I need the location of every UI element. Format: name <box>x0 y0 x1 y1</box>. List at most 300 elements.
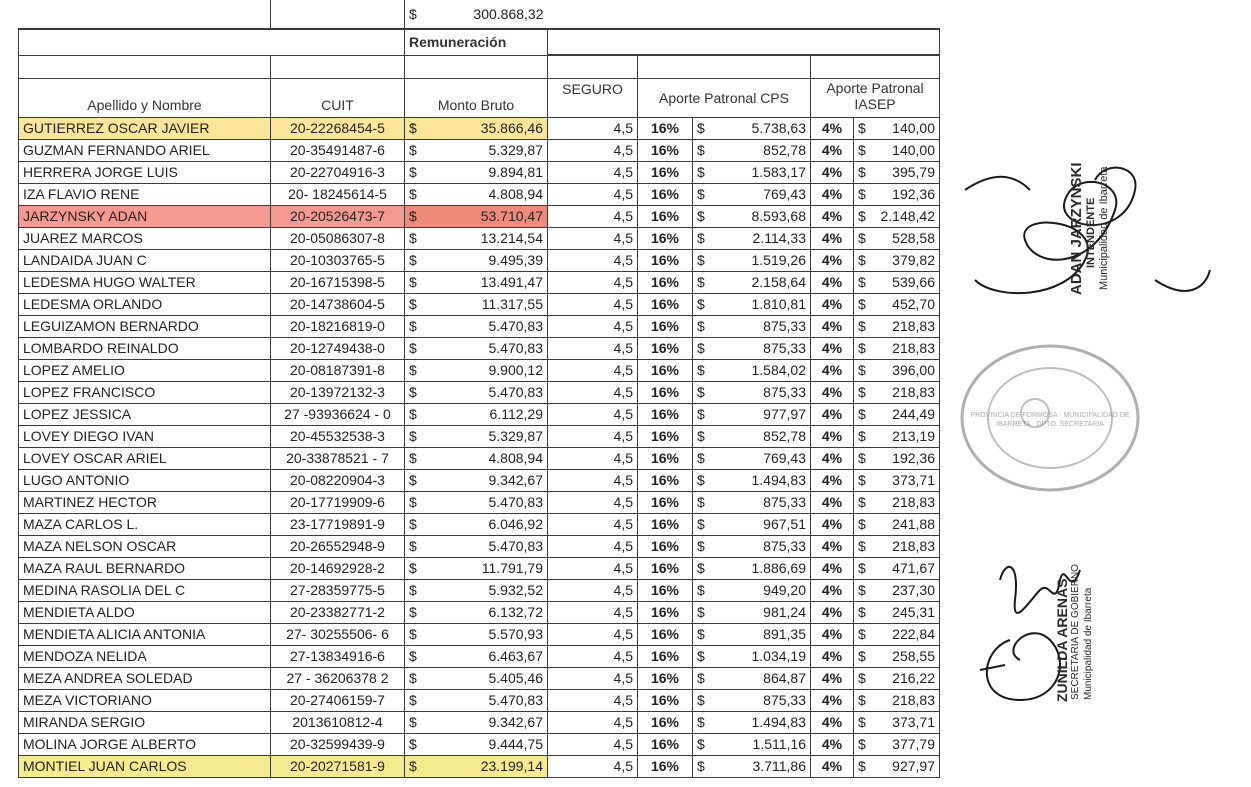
cell-iasep-amount-value: 373,71 <box>892 714 935 730</box>
cell-cps-pct: 16% <box>638 646 693 668</box>
cell-cps-pct: 16% <box>638 536 693 558</box>
cell-iasep-amount-value: 244,49 <box>892 406 935 422</box>
cell-name: GUTIERREZ OSCAR JAVIER <box>19 118 271 140</box>
table-row <box>19 470 940 492</box>
currency-symbol: $ <box>858 714 866 730</box>
table-row <box>19 492 940 514</box>
currency-symbol: $ <box>409 6 417 22</box>
cell-cuit: 20-16715398-5 <box>271 272 405 294</box>
cell-iasep-pct: 4% <box>811 338 854 360</box>
cell-seguro: 4,5 <box>548 470 638 492</box>
header-iasep-line1: Aporte Patronal <box>826 80 924 96</box>
cell-cuit: 27 -93936624 - 0 <box>271 404 405 426</box>
currency-symbol: $ <box>409 318 417 334</box>
cell-monto-bruto-value: 5.932,52 <box>488 582 543 598</box>
cell-cps-amount-value: 864,87 <box>763 670 806 686</box>
cell-name: LEDESMA HUGO WALTER <box>19 272 271 294</box>
cell-cps-amount <box>693 272 811 294</box>
cell-iasep-amount <box>854 272 940 294</box>
cell-iasep-amount <box>854 426 940 448</box>
cell-cps-amount-value: 875,33 <box>763 318 806 334</box>
cell-name: LOMBARDO REINALDO <box>19 338 271 360</box>
table-row <box>19 624 940 646</box>
cell-cps-amount-value: 875,33 <box>763 538 806 554</box>
cell-name: JUAREZ MARCOS <box>19 228 271 250</box>
cell-iasep-amount-value: 539,66 <box>892 274 935 290</box>
cell-iasep-pct: 4% <box>811 470 854 492</box>
cell-iasep-amount-value: 140,00 <box>892 120 935 136</box>
cell-iasep-pct: 4% <box>811 690 854 712</box>
currency-symbol: $ <box>409 604 417 620</box>
cell-cps-pct: 16% <box>638 734 693 756</box>
blank-cell <box>548 29 940 55</box>
currency-symbol: $ <box>858 296 866 312</box>
cell-iasep-pct: 4% <box>811 712 854 734</box>
cell-seguro: 4,5 <box>548 118 638 140</box>
currency-symbol: $ <box>858 384 866 400</box>
cell-cps-amount <box>693 734 811 756</box>
cell-seguro: 4,5 <box>548 558 638 580</box>
cell-iasep-amount <box>854 404 940 426</box>
currency-symbol: $ <box>409 120 417 136</box>
currency-symbol: $ <box>858 340 866 356</box>
cell-monto-bruto-value: 5.329,87 <box>488 428 543 444</box>
cell-cps-pct: 16% <box>638 338 693 360</box>
cell-monto-bruto <box>405 360 548 382</box>
cell-name: LANDAIDA JUAN C <box>19 250 271 272</box>
currency-symbol: $ <box>409 142 417 158</box>
currency-symbol: $ <box>697 516 705 532</box>
cell-cuit: 2013610812-4 <box>271 712 405 734</box>
table-row <box>19 206 940 228</box>
cell-seguro: 4,5 <box>548 184 638 206</box>
currency-symbol: $ <box>409 648 417 664</box>
cell-seguro: 4,5 <box>548 712 638 734</box>
table-row <box>19 316 940 338</box>
table-row <box>19 426 940 448</box>
cell-iasep-amount-value: 216,22 <box>892 670 935 686</box>
cell-monto-bruto <box>405 624 548 646</box>
cell-iasep-pct: 4% <box>811 448 854 470</box>
cell-cps-amount-value: 2.158,64 <box>751 274 806 290</box>
blank-cell <box>271 55 405 79</box>
cell-seguro: 4,5 <box>548 162 638 184</box>
cell-iasep-pct: 4% <box>811 382 854 404</box>
cell-cuit: 27-28359775-5 <box>271 580 405 602</box>
header-seguro: SEGURO <box>548 79 638 118</box>
cell-name: MEZA VICTORIANO <box>19 690 271 712</box>
cell-iasep-amount-value: 452,70 <box>892 296 935 312</box>
table-row <box>19 514 940 536</box>
cell-monto-bruto <box>405 734 548 756</box>
cell-cps-pct: 16% <box>638 382 693 404</box>
cell-monto-bruto-value: 6.463,67 <box>488 648 543 664</box>
cell-cps-amount <box>693 690 811 712</box>
currency-symbol: $ <box>409 384 417 400</box>
table-row <box>19 184 940 206</box>
cell-iasep-amount <box>854 294 940 316</box>
cell-iasep-amount-value: 396,00 <box>892 362 935 378</box>
currency-symbol: $ <box>697 274 705 290</box>
cell-monto-bruto-value: 9.342,67 <box>488 472 543 488</box>
currency-symbol: $ <box>697 626 705 642</box>
cell-name: MEZA ANDREA SOLEDAD <box>19 668 271 690</box>
cell-monto-bruto <box>405 162 548 184</box>
cell-cuit: 20-17719909-6 <box>271 492 405 514</box>
cell-monto-bruto-value: 5.570,93 <box>488 626 543 642</box>
cell-monto-bruto-value: 6.112,29 <box>489 406 543 422</box>
blank-cell <box>548 55 638 79</box>
currency-symbol: $ <box>697 230 705 246</box>
cell-cps-pct: 16% <box>638 558 693 580</box>
cell-cps-amount-value: 8.593,68 <box>751 208 806 224</box>
cell-name: LOVEY DIEGO IVAN <box>19 426 271 448</box>
currency-symbol: $ <box>409 450 417 466</box>
cell-cps-amount <box>693 756 811 778</box>
cell-iasep-amount <box>854 140 940 162</box>
cell-cuit: 20-20271581-9 <box>271 756 405 778</box>
table-row <box>19 250 940 272</box>
cell-seguro: 4,5 <box>548 338 638 360</box>
cell-name: MAZA CARLOS L. <box>19 514 271 536</box>
cell-cps-amount <box>693 470 811 492</box>
cell-iasep-amount-value: 395,79 <box>892 164 935 180</box>
currency-symbol: $ <box>409 164 417 180</box>
cell-cps-amount-value: 1.494,83 <box>751 472 806 488</box>
cell-cps-pct: 16% <box>638 602 693 624</box>
cell-monto-bruto-value: 4.808,94 <box>488 186 543 202</box>
currency-symbol: $ <box>858 626 866 642</box>
table-row <box>19 228 940 250</box>
cell-monto-bruto-value: 9.894,81 <box>488 164 543 180</box>
currency-symbol: $ <box>697 428 705 444</box>
cell-cuit: 20-22704916-3 <box>271 162 405 184</box>
cell-cps-pct: 16% <box>638 756 693 778</box>
cell-iasep-amount-value: 258,55 <box>892 648 935 664</box>
currency-symbol: $ <box>697 450 705 466</box>
cell-monto-bruto <box>405 404 548 426</box>
currency-symbol: $ <box>697 164 705 180</box>
cell-iasep-pct: 4% <box>811 756 854 778</box>
cell-cps-amount <box>693 338 811 360</box>
cell-monto-bruto-value: 9.444,75 <box>488 736 543 752</box>
cell-monto-bruto <box>405 118 548 140</box>
cell-iasep-amount <box>854 624 940 646</box>
cell-iasep-pct: 4% <box>811 514 854 536</box>
cell-cps-pct: 16% <box>638 206 693 228</box>
total-amount: 300.868,32 <box>473 6 544 22</box>
currency-symbol: $ <box>858 560 866 576</box>
header-monto-bruto: Monto Bruto <box>405 79 548 118</box>
cell-monto-bruto <box>405 250 548 272</box>
table-row <box>19 712 940 734</box>
blank-cell <box>405 55 548 79</box>
cell-monto-bruto-value: 53.710,47 <box>480 208 543 224</box>
cell-cuit: 20-13972132-3 <box>271 382 405 404</box>
cell-iasep-pct: 4% <box>811 162 854 184</box>
currency-symbol: $ <box>697 648 705 664</box>
cell-seguro: 4,5 <box>548 492 638 514</box>
currency-symbol: $ <box>697 538 705 554</box>
currency-symbol: $ <box>858 538 866 554</box>
cell-name: HERRERA JORGE LUIS <box>19 162 271 184</box>
cell-cps-amount <box>693 228 811 250</box>
cell-cps-amount-value: 3.711,86 <box>752 758 806 774</box>
currency-symbol: $ <box>409 670 417 686</box>
cell-cps-amount-value: 875,33 <box>763 340 806 356</box>
currency-symbol: $ <box>858 670 866 686</box>
currency-symbol: $ <box>858 450 866 466</box>
cell-monto-bruto <box>405 316 548 338</box>
header-aporte-iasep <box>811 79 940 118</box>
cell-cps-amount-value: 1.034,19 <box>751 648 806 664</box>
cell-iasep-pct: 4% <box>811 228 854 250</box>
cell-cuit: 20- 18245614-5 <box>271 184 405 206</box>
cell-seguro: 4,5 <box>548 140 638 162</box>
cell-iasep-pct: 4% <box>811 558 854 580</box>
cell-cps-pct: 16% <box>638 514 693 536</box>
cell-monto-bruto <box>405 448 548 470</box>
cell-cps-pct: 16% <box>638 228 693 250</box>
currency-symbol: $ <box>409 736 417 752</box>
cell-iasep-amount-value: 2.148,42 <box>880 208 935 224</box>
currency-symbol: $ <box>409 472 417 488</box>
currency-symbol: $ <box>697 604 705 620</box>
signature-secretaria <box>960 540 1120 710</box>
cell-cps-amount-value: 1.511,16 <box>752 736 806 752</box>
cell-cps-pct: 16% <box>638 690 693 712</box>
cell-iasep-pct: 4% <box>811 536 854 558</box>
cell-iasep-amount-value: 471,67 <box>892 560 935 576</box>
cell-cps-pct: 16% <box>638 624 693 646</box>
currency-symbol: $ <box>697 758 705 774</box>
section-header: Remuneración <box>405 29 548 55</box>
currency-symbol: $ <box>858 252 866 268</box>
cell-iasep-amount-value: 192,36 <box>892 186 935 202</box>
cell-cuit: 20-27406159-7 <box>271 690 405 712</box>
cell-seguro: 4,5 <box>548 448 638 470</box>
total-cell <box>405 0 548 29</box>
cell-monto-bruto-value: 4.808,94 <box>488 450 543 466</box>
cell-iasep-amount <box>854 162 940 184</box>
cell-seguro: 4,5 <box>548 316 638 338</box>
table-row <box>19 162 940 184</box>
cell-cuit: 20-14738604-5 <box>271 294 405 316</box>
table-row <box>19 756 940 778</box>
cell-iasep-amount <box>854 690 940 712</box>
cell-name: MAZA RAUL BERNARDO <box>19 558 271 580</box>
cell-seguro: 4,5 <box>548 602 638 624</box>
cell-iasep-amount <box>854 602 940 624</box>
cell-seguro: 4,5 <box>548 624 638 646</box>
table-row <box>19 382 940 404</box>
currency-symbol: $ <box>858 120 866 136</box>
cell-monto-bruto-value: 11.317,55 <box>481 296 543 312</box>
cell-seguro: 4,5 <box>548 536 638 558</box>
cell-iasep-amount <box>854 250 940 272</box>
cell-seguro: 4,5 <box>548 360 638 382</box>
cell-cps-pct: 16% <box>638 184 693 206</box>
cell-cps-pct: 16% <box>638 360 693 382</box>
cell-cuit: 20-32599439-9 <box>271 734 405 756</box>
cell-cps-pct: 16% <box>638 118 693 140</box>
cell-iasep-amount-value: 140,00 <box>892 142 935 158</box>
cell-cps-amount-value: 981,24 <box>763 604 806 620</box>
cell-cps-amount-value: 875,33 <box>763 384 806 400</box>
cell-monto-bruto <box>405 492 548 514</box>
cell-cuit: 20-26552948-9 <box>271 536 405 558</box>
currency-symbol: $ <box>697 362 705 378</box>
cell-seguro: 4,5 <box>548 272 638 294</box>
currency-symbol: $ <box>858 692 866 708</box>
table-row <box>19 602 940 624</box>
cell-cuit: 20-12749438-0 <box>271 338 405 360</box>
header-aporte-cps: Aporte Patronal CPS <box>638 79 811 118</box>
currency-symbol: $ <box>858 274 866 290</box>
cell-cps-amount <box>693 668 811 690</box>
cell-cuit: 20-05086307-8 <box>271 228 405 250</box>
blank-cell <box>19 0 271 29</box>
currency-symbol: $ <box>858 494 866 510</box>
currency-symbol: $ <box>858 318 866 334</box>
cell-monto-bruto-value: 13.214,54 <box>480 230 543 246</box>
cell-iasep-pct: 4% <box>811 206 854 228</box>
cell-cuit: 20-10303765-5 <box>271 250 405 272</box>
cell-cps-amount-value: 949,20 <box>763 582 806 598</box>
currency-symbol: $ <box>697 582 705 598</box>
cell-name: LUGO ANTONIO <box>19 470 271 492</box>
blank-cell <box>19 29 405 55</box>
cell-iasep-amount <box>854 448 940 470</box>
cell-iasep-amount-value: 218,83 <box>892 340 935 356</box>
currency-symbol: $ <box>697 296 705 312</box>
cell-cps-amount <box>693 382 811 404</box>
cell-cps-amount-value: 1.886,69 <box>751 560 806 576</box>
cell-iasep-amount <box>854 580 940 602</box>
currency-symbol: $ <box>409 230 417 246</box>
cell-iasep-amount <box>854 206 940 228</box>
cell-name: LOPEZ AMELIO <box>19 360 271 382</box>
cell-seguro: 4,5 <box>548 404 638 426</box>
cell-monto-bruto <box>405 602 548 624</box>
cell-iasep-amount <box>854 536 940 558</box>
cell-name: MENDIETA ALICIA ANTONIA <box>19 624 271 646</box>
cell-cps-amount <box>693 294 811 316</box>
currency-symbol: $ <box>697 472 705 488</box>
table-row <box>19 118 940 140</box>
table-row <box>19 140 940 162</box>
cell-iasep-amount <box>854 338 940 360</box>
currency-symbol: $ <box>858 582 866 598</box>
cell-cuit: 20-14692928-2 <box>271 558 405 580</box>
cell-cps-amount-value: 1.810,81 <box>751 296 806 312</box>
cell-monto-bruto <box>405 184 548 206</box>
cell-cps-amount <box>693 580 811 602</box>
cell-monto-bruto-value: 11.791,79 <box>481 560 543 576</box>
cell-iasep-amount-value: 192,36 <box>892 450 935 466</box>
cell-monto-bruto <box>405 382 548 404</box>
table-row <box>19 404 940 426</box>
cell-monto-bruto <box>405 712 548 734</box>
cell-cps-amount <box>693 492 811 514</box>
cell-cps-amount <box>693 360 811 382</box>
cell-cps-amount-value: 875,33 <box>763 692 806 708</box>
cell-iasep-amount-value: 528,58 <box>892 230 935 246</box>
cell-monto-bruto-value: 35.866,46 <box>480 120 543 136</box>
cell-name: MOLINA JORGE ALBERTO <box>19 734 271 756</box>
cell-iasep-amount <box>854 118 940 140</box>
cell-cps-pct: 16% <box>638 448 693 470</box>
cell-monto-bruto <box>405 338 548 360</box>
table-row <box>19 580 940 602</box>
cell-cps-pct: 16% <box>638 404 693 426</box>
cell-name: MARTINEZ HECTOR <box>19 492 271 514</box>
cell-cps-amount-value: 1.494,83 <box>751 714 806 730</box>
cell-monto-bruto <box>405 294 548 316</box>
cell-monto-bruto-value: 5.470,83 <box>488 692 543 708</box>
currency-symbol: $ <box>409 758 417 774</box>
cell-seguro: 4,5 <box>548 580 638 602</box>
cell-cuit: 20-20526473-7 <box>271 206 405 228</box>
cell-iasep-amount-value: 222,84 <box>892 626 935 642</box>
cell-monto-bruto-value: 9.495,39 <box>488 252 543 268</box>
header-cuit: CUIT <box>271 79 405 118</box>
table-row <box>19 294 940 316</box>
currency-symbol: $ <box>697 406 705 422</box>
cell-iasep-pct: 4% <box>811 118 854 140</box>
currency-symbol: $ <box>697 692 705 708</box>
cell-monto-bruto <box>405 272 548 294</box>
cell-iasep-pct: 4% <box>811 294 854 316</box>
cell-monto-bruto-value: 5.329,87 <box>488 142 543 158</box>
cell-seguro: 4,5 <box>548 668 638 690</box>
currency-symbol: $ <box>697 736 705 752</box>
cell-iasep-amount <box>854 316 940 338</box>
cell-name: MIRANDA SERGIO <box>19 712 271 734</box>
payroll-table <box>18 0 940 778</box>
cell-seguro: 4,5 <box>548 514 638 536</box>
cell-cuit: 27- 30255506- 6 <box>271 624 405 646</box>
cell-cps-amount <box>693 404 811 426</box>
cell-iasep-pct: 4% <box>811 250 854 272</box>
cell-monto-bruto <box>405 536 548 558</box>
currency-symbol: $ <box>409 274 417 290</box>
cell-monto-bruto <box>405 580 548 602</box>
cell-seguro: 4,5 <box>548 250 638 272</box>
cell-cps-amount-value: 769,43 <box>763 450 806 466</box>
cell-iasep-pct: 4% <box>811 360 854 382</box>
currency-symbol: $ <box>409 560 417 576</box>
cell-iasep-amount-value: 927,97 <box>892 758 935 774</box>
cell-name: GUZMAN FERNANDO ARIEL <box>19 140 271 162</box>
currency-symbol: $ <box>858 428 866 444</box>
currency-symbol: $ <box>858 362 866 378</box>
currency-symbol: $ <box>697 494 705 510</box>
cell-seguro: 4,5 <box>548 756 638 778</box>
currency-symbol: $ <box>697 560 705 576</box>
cell-cps-pct: 16% <box>638 316 693 338</box>
blank-cell <box>638 55 811 79</box>
cell-seguro: 4,5 <box>548 206 638 228</box>
cell-monto-bruto <box>405 426 548 448</box>
cell-cps-amount-value: 769,43 <box>763 186 806 202</box>
cell-seguro: 4,5 <box>548 228 638 250</box>
cell-iasep-amount <box>854 646 940 668</box>
cell-cps-amount <box>693 316 811 338</box>
cell-cps-pct: 16% <box>638 294 693 316</box>
secretaria-title: SECRETARIA DE GOBIERNO <box>1070 564 1081 700</box>
currency-symbol: $ <box>697 186 705 202</box>
